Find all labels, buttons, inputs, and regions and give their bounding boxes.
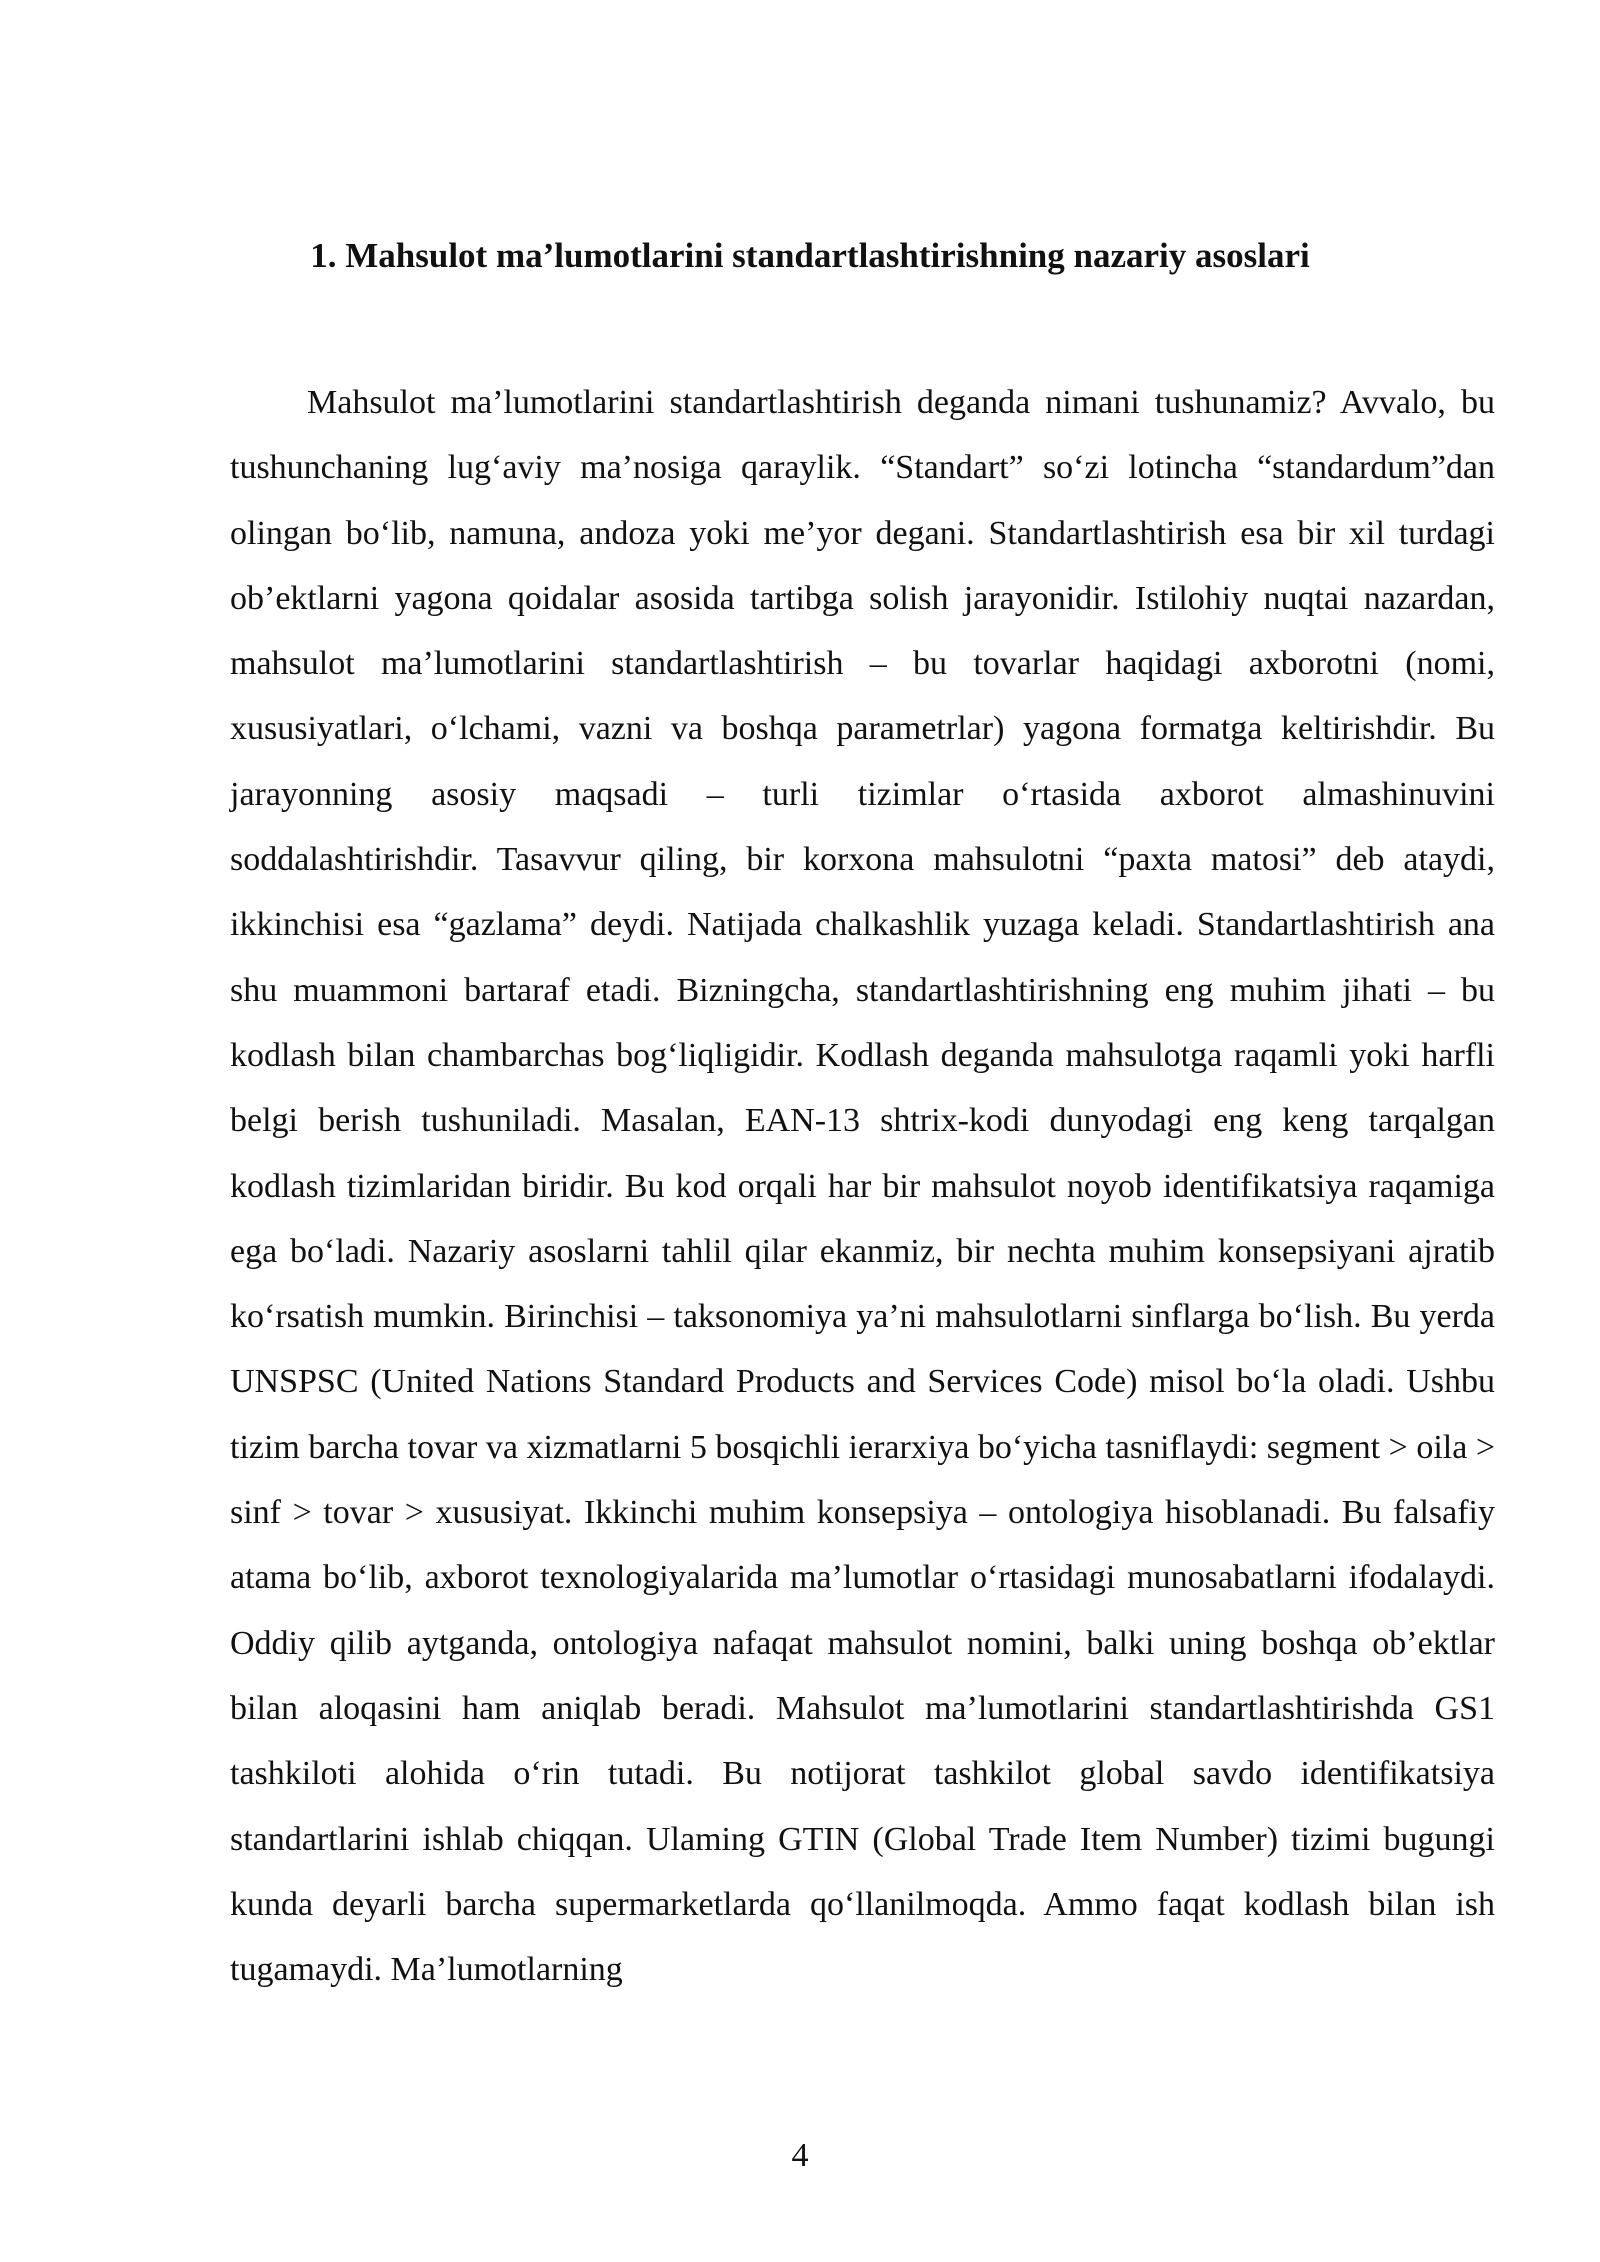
section-heading: 1. Mahsulot ma’lumotlarini standartlashtirishning nazariy asoslari	[310, 236, 1310, 275]
page-number: 4	[791, 2137, 809, 2174]
body-paragraph: Mahsulot ma’lumotlarini standartlashtirish deganda nimani tushunamiz? Avvalo, bu tushunchaning lug‘aviy ma’nosiga qaraylik. “Standart” so‘zi lotincha “standardum”dan olingan bo‘lib, namuna, andoza yoki me’yor degani. Standartlashtirish esa bir xil turdagi ob’ektlarni yagona qoidalar asosida tartibga solish jarayonidir. Istilohiy nuqtai nazardan, mahsulot ma’lumotlarini standartlashtirish – bu tovarlar haqidagi axborotni (nomi, xususiyatlari, o‘lchami, vazni va boshqa parametrlar) yagona formatga keltirishdir. Bu jarayonning asosiy maqsadi – turli tizimlar o‘rtasida axborot almashinuvini soddalashtirishdir. Tasavvur qiling, bir korxona mahsulotni “paxta matosi” deb ataydi, ikkinchisi esa “gazlama” deydi. Natijada chalkashlik yuzaga keladi. Standartlashtirish ana shu muammoni bartaraf etadi. Bizningcha, standartlashtirishning eng muhim jihati – bu kodlash bilan chambarchas bog‘liqligidir. Kodlash deganda mahsulotga raqamli yoki harfli belgi berish tushuniladi. Masalan, EAN-13 shtrix-kodi dunyodagi eng keng tarqalgan kodlash tizimlaridan biridir. Bu kod orqali har bir mahsulot noyob identifikatsiya raqamiga ega bo‘ladi. Nazariy asoslarni tahlil qilar ekanmiz, bir nechta muhim konsepsiyani ajratib ko‘rsatish mumkin. Birinchisi – taksonomiya ya’ni mahsulotlarni sinflarga bo‘lish. Bu yerda UNSPSC (United Nations Standard Products and Services Code) misol bo‘la oladi. Ushbu tizim barcha tovar va xizmatlarni 5 bosqichli ierarxiya bo‘yicha tasniflaydi: segment > oila > sinf > tovar > xususiyat. Ikkinchi muhim konsepsiya – ontologiya hisoblanadi. Bu falsafiy atama bo‘lib, axborot texnologiyalarida ma’lumotlar o‘rtasidagi munosabatlarni ifodalaydi. Oddiy qilib aytganda, ontologiya nafaqat mahsulot nomini, balki uning boshqa ob’ektlar bilan aloqasini ham aniqlab beradi. Mahsulot ma’lumotlarini standartlashtirishda GS1 tashkiloti alohida o‘rin tutadi. Bu notijorat tashkilot global savdo identifikatsiya standartlarini ishlab chiqqan. Ulaming GTIN (Global Trade Item Number) tizimi bugungi kunda deyarli barcha supermarketlarda qo‘llanilmoqda. Ammo faqat kodlash bilan ish tugamaydi. Ma’lumotlarning	[230, 384, 1495, 1989]
